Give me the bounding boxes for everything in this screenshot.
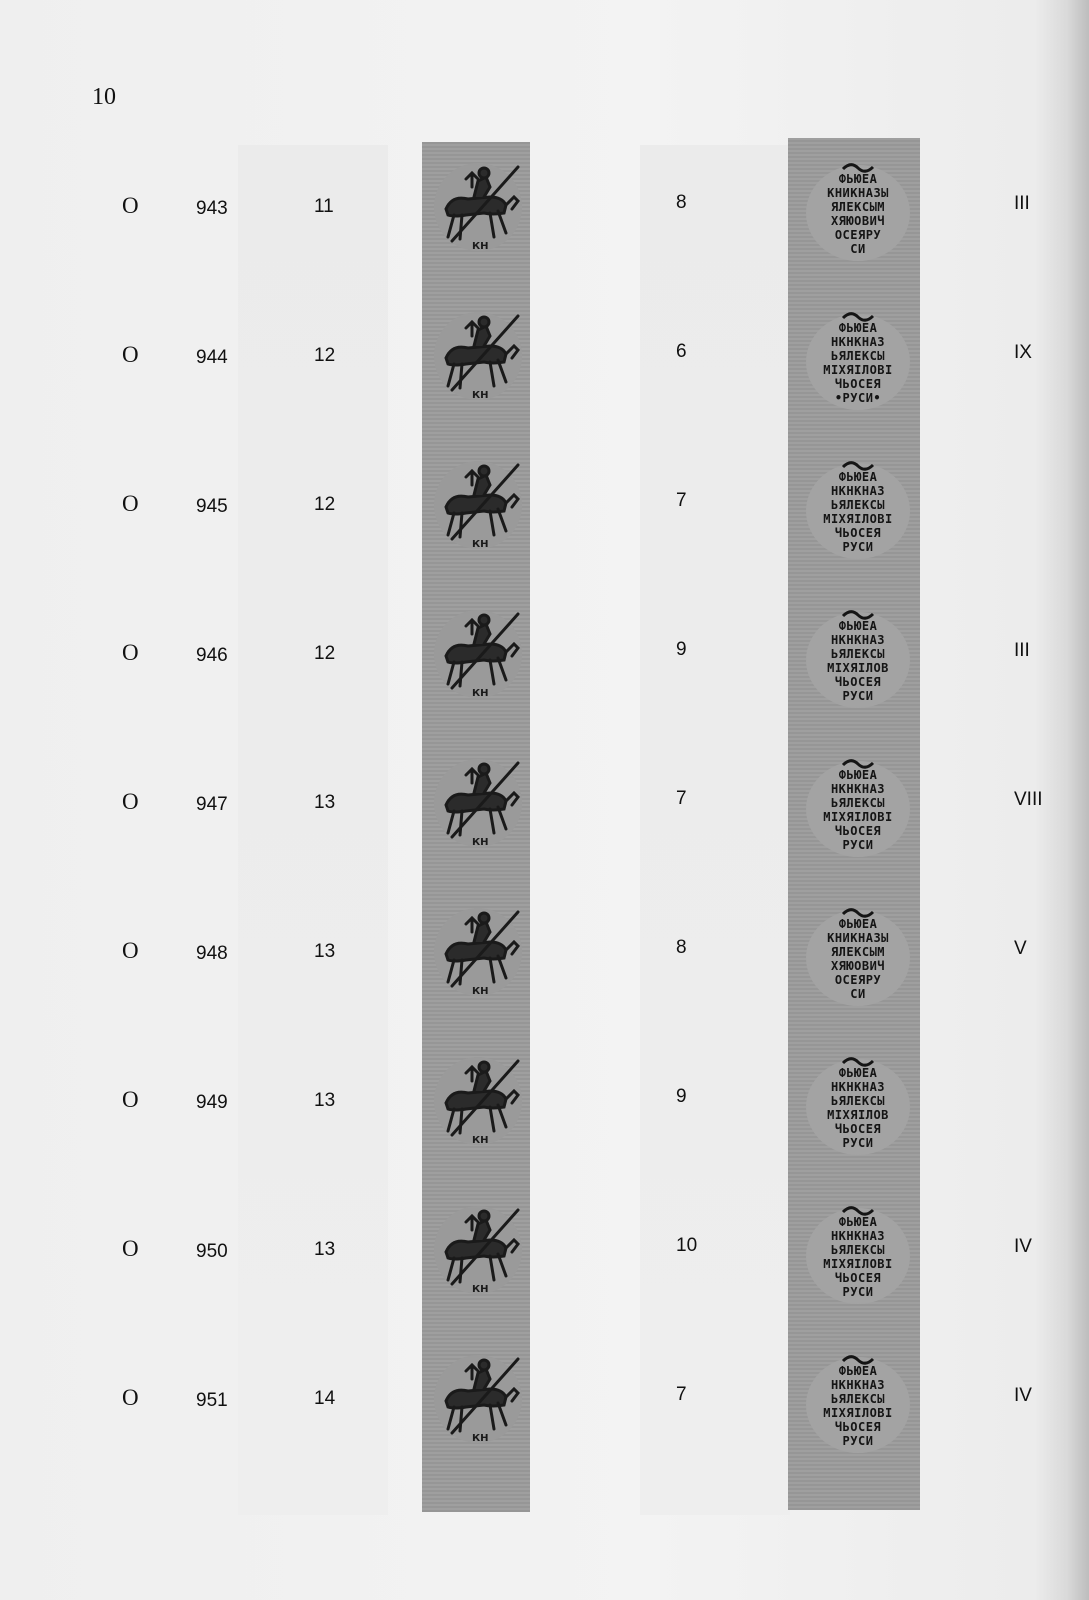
legend-line: НКНКНАЗ <box>830 335 886 349</box>
svg-text:КН: КН <box>472 241 489 252</box>
reverse-legend <box>803 1202 913 1306</box>
horseman-rider-icon <box>432 753 524 851</box>
coin-row <box>0 1297 1089 1447</box>
weight-value: 12 <box>314 345 336 366</box>
legend-line: ХЯЮОВИЧ <box>830 214 886 228</box>
weight-value: 12 <box>314 494 336 515</box>
group-roman-numeral: VIII <box>1014 789 1043 810</box>
group-roman-numeral: III <box>1014 193 1030 214</box>
legend-line: ЧЬОСЕЯ <box>834 675 882 689</box>
reverse-legend <box>803 606 913 710</box>
die-axis-value: 9 <box>676 639 687 660</box>
coin-side: O <box>122 193 139 218</box>
legend-line: СИ <box>850 987 866 1001</box>
legend-line: ЧЬОСЕЯ <box>834 1271 882 1285</box>
catalog-number: 945 <box>196 496 228 517</box>
die-axis-value: 9 <box>676 1086 687 1107</box>
weight-value: 13 <box>314 1239 336 1260</box>
reverse-legend <box>803 1351 913 1455</box>
legend-line: НКНКНАЗ <box>830 484 886 498</box>
page-number: 10 <box>92 84 116 110</box>
legend-line: ЧЬОСЕЯ <box>834 1420 882 1434</box>
coin-side: O <box>122 491 139 516</box>
die-axis-value: 8 <box>676 937 687 958</box>
legend-line: ЬЯЛЕКСЫ <box>830 349 886 363</box>
reverse-legend <box>803 457 913 561</box>
legend-line: ЯЛЕКСЫМ <box>830 945 886 959</box>
coin-side: O <box>122 789 139 814</box>
legend-line: ФЬЮЕА <box>838 1364 878 1378</box>
legend-line: МIХЯIЛОВI <box>823 363 893 377</box>
svg-text:КН: КН <box>472 837 489 848</box>
legend-line: ФЬЮЕА <box>838 619 878 633</box>
catalog-number: 947 <box>196 794 228 815</box>
coin-row <box>0 552 1089 702</box>
legend-line: КНИКНАЗЫ <box>827 931 889 945</box>
legend-line: СИ <box>850 242 866 256</box>
weight-value: 14 <box>314 1388 336 1409</box>
legend-line: МIХЯIЛОВI <box>823 1406 893 1420</box>
catalog-number: 951 <box>196 1390 228 1411</box>
horseman-rider-icon <box>432 1200 524 1298</box>
legend-line: РУСИ <box>842 689 874 703</box>
catalog-number: 943 <box>196 198 228 219</box>
legend-line: ЬЯЛЕКСЫ <box>830 1243 886 1257</box>
legend-line: РУСИ <box>842 1136 874 1150</box>
coin-row <box>0 999 1089 1149</box>
legend-line: ЧЬОСЕЯ <box>834 1122 882 1136</box>
legend-line: НКНКНАЗ <box>830 633 886 647</box>
legend-line: ЬЯЛЕКСЫ <box>830 1094 886 1108</box>
reverse-legend <box>803 159 913 263</box>
horseman-rider-icon <box>432 604 524 702</box>
legend-line: МIХЯIЛОВI <box>823 512 893 526</box>
legend-line: РУСИ <box>842 838 874 852</box>
coin-side: O <box>122 938 139 963</box>
weight-value: 11 <box>314 196 334 217</box>
reverse-legend <box>803 755 913 859</box>
svg-text:КН: КН <box>472 1433 489 1444</box>
legend-line: ФЬЮЕА <box>838 321 878 335</box>
legend-line: МIХЯIЛОВ <box>827 1108 889 1122</box>
reverse-legend <box>803 904 913 1008</box>
legend-line: НКНКНАЗ <box>830 1378 886 1392</box>
coin-side: O <box>122 1087 139 1112</box>
legend-line: ЬЯЛЕКСЫ <box>830 796 886 810</box>
coin-row <box>0 105 1089 255</box>
die-axis-value: 7 <box>676 490 687 511</box>
legend-line: ФЬЮЕА <box>838 768 878 782</box>
legend-line: ФЬЮЕА <box>838 1215 878 1229</box>
legend-line: ЯЛЕКСЫМ <box>830 200 886 214</box>
group-roman-numeral: V <box>1014 938 1027 959</box>
legend-line: ЧЬОСЕЯ <box>834 526 882 540</box>
legend-line: НКНКНАЗ <box>830 782 886 796</box>
legend-line: ЧЬОСЕЯ <box>834 377 882 391</box>
legend-line: МIХЯIЛОВI <box>823 1257 893 1271</box>
horseman-rider-icon <box>432 1349 524 1447</box>
coin-side: O <box>122 640 139 665</box>
group-roman-numeral: IX <box>1014 342 1032 363</box>
coin-side: O <box>122 342 139 367</box>
legend-line: ОСЕЯРУ <box>834 228 882 242</box>
horseman-rider-icon <box>432 455 524 553</box>
reverse-legend <box>803 1053 913 1157</box>
svg-text:КН: КН <box>472 390 489 401</box>
legend-line: МIХЯIЛОВ <box>827 661 889 675</box>
legend-line: •РУСИ• <box>834 391 882 405</box>
catalog-number: 950 <box>196 1241 228 1262</box>
legend-line: МIХЯIЛОВI <box>823 810 893 824</box>
coin-row <box>0 1148 1089 1298</box>
weight-value: 13 <box>314 1090 336 1111</box>
legend-line: РУСИ <box>842 540 874 554</box>
coin-side: O <box>122 1236 139 1261</box>
coin-row <box>0 403 1089 553</box>
weight-value: 13 <box>314 792 336 813</box>
legend-line: КНИКНАЗЫ <box>827 186 889 200</box>
catalog-number: 949 <box>196 1092 228 1113</box>
svg-text:КН: КН <box>472 688 489 699</box>
coin-row <box>0 850 1089 1000</box>
legend-line: ФЬЮЕА <box>838 917 878 931</box>
group-roman-numeral: IV <box>1014 1236 1032 1257</box>
coin-row <box>0 701 1089 851</box>
legend-line: ФЬЮЕА <box>838 1066 878 1080</box>
legend-line: НКНКНАЗ <box>830 1229 886 1243</box>
horseman-rider-icon <box>432 1051 524 1149</box>
weight-value: 12 <box>314 643 336 664</box>
legend-line: РУСИ <box>842 1285 874 1299</box>
die-axis-value: 8 <box>676 192 687 213</box>
catalog-number: 944 <box>196 347 228 368</box>
die-axis-value: 6 <box>676 341 687 362</box>
legend-line: ФЬЮЕА <box>838 470 878 484</box>
coin-row <box>0 254 1089 404</box>
svg-text:КН: КН <box>472 986 489 997</box>
horseman-rider-icon <box>432 157 524 255</box>
die-axis-value: 7 <box>676 788 687 809</box>
legend-line: РУСИ <box>842 1434 874 1448</box>
group-roman-numeral: III <box>1014 640 1030 661</box>
svg-text:КН: КН <box>472 1284 489 1295</box>
legend-line: ЬЯЛЕКСЫ <box>830 1392 886 1406</box>
die-axis-value: 7 <box>676 1384 687 1405</box>
svg-text:КН: КН <box>472 539 489 550</box>
legend-line: ОСЕЯРУ <box>834 973 882 987</box>
horseman-rider-icon <box>432 306 524 404</box>
legend-line: НКНКНАЗ <box>830 1080 886 1094</box>
horseman-rider-icon <box>432 902 524 1000</box>
legend-line: ЧЬОСЕЯ <box>834 824 882 838</box>
catalog-number: 948 <box>196 943 228 964</box>
legend-line: ЬЯЛЕКСЫ <box>830 647 886 661</box>
legend-line: ХЯЮОВИЧ <box>830 959 886 973</box>
legend-line: ЬЯЛЕКСЫ <box>830 498 886 512</box>
legend-line: ФЬЮЕА <box>838 172 878 186</box>
group-roman-numeral: IV <box>1014 1385 1032 1406</box>
catalog-number: 946 <box>196 645 228 666</box>
weight-value: 13 <box>314 941 336 962</box>
coin-side: O <box>122 1385 139 1410</box>
svg-text:КН: КН <box>472 1135 489 1146</box>
die-axis-value: 10 <box>676 1235 698 1256</box>
reverse-legend <box>803 308 913 412</box>
